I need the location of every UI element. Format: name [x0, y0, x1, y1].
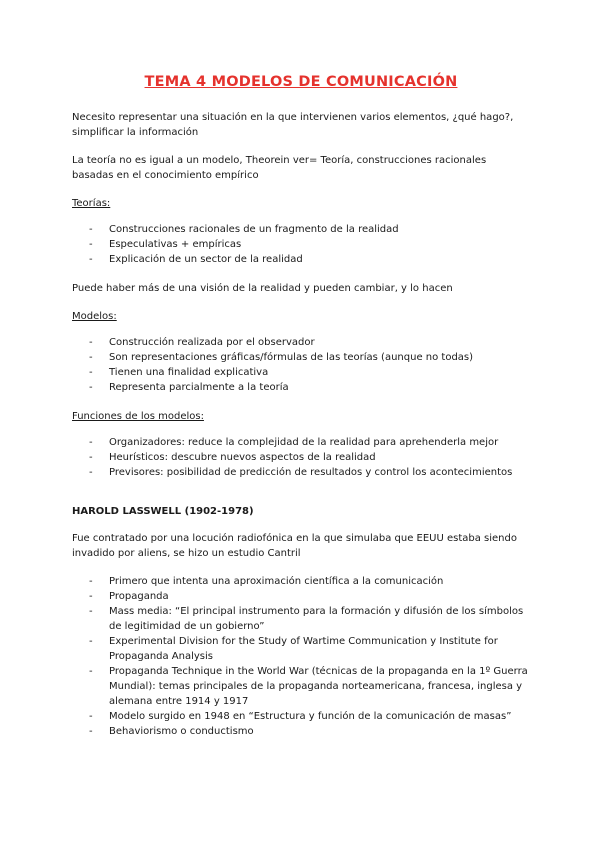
list-item	[72, 252, 530, 267]
list-item-text: Experimental Division for the Study of Wartime Communication y Institute for Propaganda Analysis	[109, 636, 498, 662]
list-item	[72, 435, 530, 450]
list-item	[72, 465, 530, 480]
dash-bullet: -	[89, 636, 93, 647]
dash-bullet: -	[89, 452, 93, 463]
list-item	[72, 365, 530, 380]
dash-bullet: -	[89, 711, 93, 722]
list-item-text: Previsores: posibilidad de predicción de resultados y control los acontecimientos	[109, 467, 513, 478]
teorias-heading: Teorías:	[72, 198, 111, 209]
list-item	[72, 664, 530, 709]
list-item-text: Explicación de un sector de la realidad	[109, 254, 303, 265]
dash-bullet: -	[89, 382, 93, 393]
intro-paragraph-2: La teoría no es igual a un modelo, Theorein ver= Teoría, construcciones racionales basadas en el conocimiento empírico	[72, 155, 487, 181]
funciones-list	[72, 435, 530, 480]
teorias-note: Puede haber más de una visión de la realidad y pueden cambiar, y lo hacen	[72, 283, 453, 294]
modelos-heading: Modelos:	[72, 311, 117, 322]
teorias-list	[72, 222, 530, 267]
dash-bullet: -	[89, 591, 93, 602]
list-item-text: Propaganda	[109, 591, 169, 602]
dash-bullet: -	[89, 606, 93, 617]
list-item-text: Propaganda Technique in the World War (técnicas de la propaganda en la 1º Guerra Mundial): temas principales de la propaganda norteamericana, francesa, inglesa y alemana entre 1914 y 1917	[109, 666, 528, 707]
list-item-text: Mass media: “El principal instrumento para la formación y difusión de los símbolos de legitimidad de un gobierno”	[109, 606, 524, 632]
dash-bullet: -	[89, 437, 93, 448]
list-item-text: Construcciones racionales de un fragmento de la realidad	[109, 224, 399, 235]
intro-paragraph-1: Necesito representar una situación en la que intervienen varios elementos, ¿qué hago?, simplificar la información	[72, 112, 514, 138]
list-item	[72, 350, 530, 365]
list-item-text: Organizadores: reduce la complejidad de la realidad para aprehenderla mejor	[109, 437, 499, 448]
list-item	[72, 574, 530, 589]
list-item	[72, 634, 530, 664]
lasswell-list	[72, 574, 530, 739]
list-item-text: Representa parcialmente a la teoría	[109, 382, 289, 393]
list-item-text: Primero que intenta una aproximación científica a la comunicación	[109, 576, 444, 587]
list-item-text: Modelo surgido en 1948 en “Estructura y función de la comunicación de masas”	[109, 711, 512, 722]
list-item	[72, 604, 530, 634]
funciones-heading: Funciones de los modelos:	[72, 411, 204, 422]
page-title: TEMA 4 MODELOS DE COMUNICACIÓN	[144, 74, 458, 90]
dash-bullet: -	[89, 367, 93, 378]
list-item-text: Especulativas + empíricas	[109, 239, 242, 250]
list-item	[72, 222, 530, 237]
dash-bullet: -	[89, 224, 93, 235]
lasswell-intro: Fue contratado por una locución radiofónica en la que simulaba que EEUU estaba siendo invadido por aliens, se hizo un estudio Cantril	[72, 533, 517, 559]
dash-bullet: -	[89, 666, 93, 677]
list-item	[72, 335, 530, 350]
dash-bullet: -	[89, 254, 93, 265]
list-item	[72, 724, 530, 739]
dash-bullet: -	[89, 576, 93, 587]
list-item-text: Tienen una finalidad explicativa	[109, 367, 269, 378]
list-item	[72, 380, 530, 395]
list-item-text: Behaviorismo o conductismo	[109, 726, 254, 737]
dash-bullet: -	[89, 239, 93, 250]
list-item	[72, 709, 530, 724]
list-item	[72, 450, 530, 465]
list-item-text: Construcción realizada por el observador	[109, 337, 315, 348]
dash-bullet: -	[89, 467, 93, 478]
dash-bullet: -	[89, 352, 93, 363]
lasswell-heading: HAROLD LASSWELL (1902-1978)	[72, 506, 254, 517]
dash-bullet: -	[89, 726, 93, 737]
dash-bullet: -	[89, 337, 93, 348]
list-item-text: Son representaciones gráficas/fórmulas de las teorías (aunque no todas)	[109, 352, 474, 363]
modelos-list	[72, 335, 530, 395]
list-item	[72, 589, 530, 604]
list-item	[72, 237, 530, 252]
list-item-text: Heurísticos: descubre nuevos aspectos de la realidad	[109, 452, 376, 463]
